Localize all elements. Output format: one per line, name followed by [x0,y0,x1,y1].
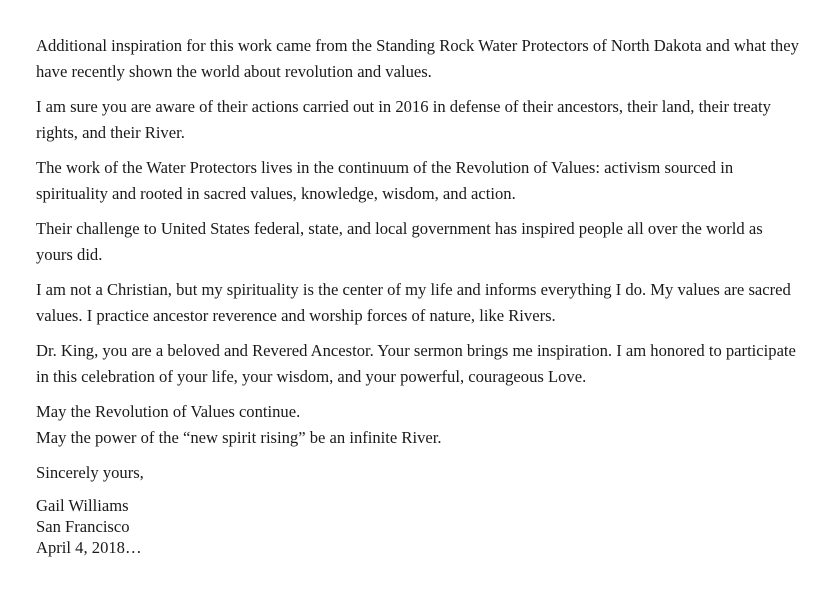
signature-block [36,495,800,558]
signature-city: San Francisco [36,517,130,536]
paragraph-dr-king-ancestor: Dr. King, you are a beloved and Revered Ancestor. Your sermon brings me inspiration. I am honored to participate in this celebration of your life, your wisdom, and your powerful, courageous Love. [36,341,796,386]
closing-line-revolution: May the Revolution of Values continue. [36,402,301,421]
signature-name: Gail Williams [36,496,129,515]
paragraph-standing-rock-inspiration: Additional inspiration for this work came from the Standing Rock Water Protectors of North Dakota and what they have recently shown the world about revolution and values. [36,36,799,81]
paragraph-actions-2016: I am sure you are aware of their actions carried out in 2016 in defense of their ancestors, their land, their treaty rights, and their River. [36,97,771,142]
paragraph-water-protectors-work: The work of the Water Protectors lives in the continuum of the Revolution of Values: activism sourced in spirituality and rooted in sacred values, knowledge, wisdom, and action. [36,158,734,203]
closing-wishes [36,399,800,451]
paragraph-government-challenge: Their challenge to United States federal, state, and local government has inspired people all over the world as yours did. [36,219,763,264]
salutation: Sincerely yours, [36,463,144,482]
paragraph-spirituality: I am not a Christian, but my spirituality is the center of my life and informs everything I do. My values are sacred values. I practice ancestor reverence and worship forces of nature, like Rivers. [36,280,791,325]
closing-line-river: May the power of the “new spirit rising” be an infinite River. [36,428,442,447]
signature-date: April 4, 2018… [36,538,142,557]
